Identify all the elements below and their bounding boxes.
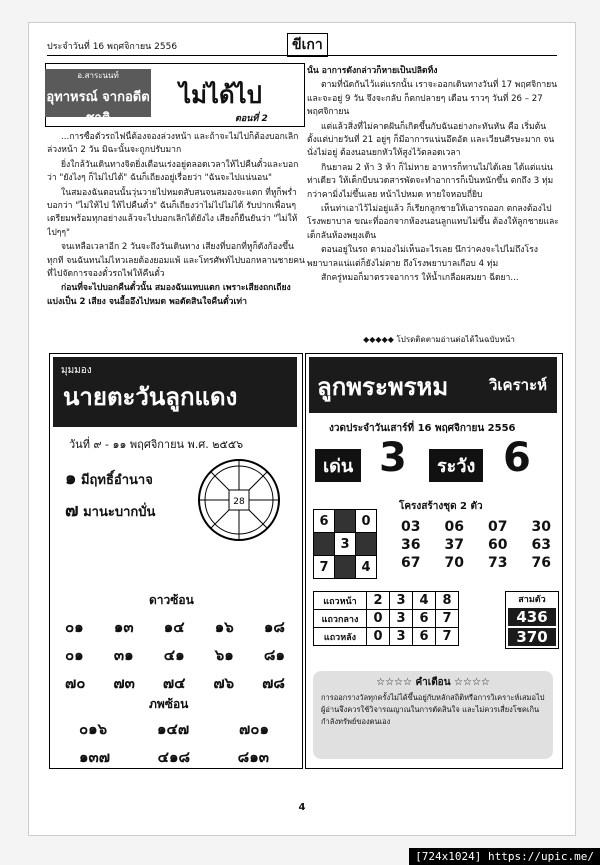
table-row: แถวหน้า 2 3 4 8	[314, 592, 459, 610]
paragraph: ในสมองฉันตอนนั้นวุ่นวายไปหมดสับสนจนสมองจะแตก ที่หูก็พร่ำบอกว่า "ไม่ให้ไป ให้ไปคืนตั๋ว" ฉันก็เถียงว่าไม่ไปไม่ได้ รับปากเพื่อนๆ เตรียมพร้อมทุกอย่างแล้วจะไปบอกเลิกได้ยังไง เสียงก็ยืนยันว่า "ไม่ให้ไปๆๆ"	[47, 187, 298, 238]
watermark: [724x1024] https://upic.me/	[409, 848, 600, 865]
paragraph: กินยาลม 2 ห้า 3 ห้า ก็ไม่หาย อาหารก็ทานไม่ได้เลย ได้แต่แน่นท่าเดียว ให้เด็กบีบนวดสารพัดจะทำอาการก็เป็นหนักขึ้น ตกถึง 3 ทุ่มกว่าคามิ่งไม่ขึ้นเลย หน้าไปหมด หายใจหอบถี่ยิบ	[307, 162, 554, 200]
right-article-body	[307, 65, 559, 330]
paragraph: เห็นท่าเอาไว้ไม่อยู่แล้ว ก็เรียกลูกชายให้เอารถออก ตกลงต้องไปโรงพยาบาล ขณะที่ออกจากห้องนอนลูกแทบไม่ขึ้น ต้องให้ลูกชายและเด็กลันห้องพยุงเดิน	[307, 204, 559, 241]
three-digit-box: สามตัว 436 370	[505, 591, 559, 649]
table-row: ๐๑ ๓๑ ๔๑ ๖๑ ๘๑	[65, 646, 285, 664]
table-row: ๐๑ ๑๓ ๑๔ ๑๖ ๑๘	[65, 618, 285, 636]
draw-date: งวดประจำวันเสาร์ที่ 16 พฤศจิกายน 2556	[329, 423, 516, 434]
banner-title: ลูกพระพรหม	[317, 373, 449, 401]
column-badge	[45, 69, 151, 126]
position-table	[313, 591, 459, 646]
paragraph: ก่อนที่จะไปบอกคืนตั๋วนั้น สมองฉันแทบแตก เพราะเสียงถกเถียงแบ่งเป็น 2 เสียง จนอื้ออึงไปหมด พอตัดสินใจคืนตั๋วเท่า	[47, 283, 291, 307]
section-title-1: ดาวซ้อน	[149, 593, 194, 607]
header-divider	[47, 55, 557, 56]
table-row: 03 06 07 30	[401, 519, 551, 535]
author-prefix: อ.สาระนนท์	[77, 71, 119, 80]
right-lotto-banner	[309, 357, 557, 413]
main-number-label: เด่น	[315, 449, 361, 482]
paragraph: นั้น อาการดังกล่าวก็หายเป็นปลิดทิ้ง	[307, 66, 438, 76]
table-row: แถวหลัง 0 3 6 7	[314, 628, 459, 646]
table-row: ๐๑๖ ๑๔๗ ๗๐๑	[79, 720, 269, 738]
prediction-1: ๑ มีฤทธิ์อำนาจ	[65, 468, 153, 489]
column-name: อุทาหรณ์ จากอดีตชาติ	[46, 90, 150, 126]
warning-title: ☆☆☆☆ คำเตือน ☆☆☆☆	[376, 677, 490, 688]
watch-number: 6	[503, 435, 531, 481]
diamond-decoration-icon: ◆◆◆◆◆	[363, 335, 397, 344]
paragraph: สักครู่หมอก็มาตรวจอาการ ให้น้ำเกลือผสมยา ฉีดยา...	[321, 273, 519, 284]
star-decoration-icon: ☆☆☆☆	[376, 677, 416, 688]
table-row: ๑๓๗ ๔๑๘ ๘๑๓	[79, 748, 269, 766]
number-grid: 6 0 3 7 4	[313, 509, 377, 579]
paragraph: แต่แล้วสิ่งที่ไม่คาดฝันก็เกิดขึ้นกับฉันอย่างกะทันหัน คือ เริ่มต้นตั้งแต่บ่ายวันที่ 21 อยู่ๆ ก็มีอาการแน่นอึดอัด และเวียนศีรษะมาก จนนั่งไม่อยู่ ต้องนอนยกหัวให้สูงไว้ตลอดเวลา	[307, 121, 555, 159]
paragraph: ตอนอยู่ในรถ ตามองไม่เห็นอะไรเลย นึกว่าคงจะไปไม่ถึงโรงพยาบาลแน่แต่ก็ยังไม่ตาย ถึงโรงพยาบาลเกือบ 4 ทุ่ม	[307, 245, 538, 269]
prediction-dates: วันที่ ๙ - ๑๑ พฤศจิกายน พ.ศ. ๒๕๕๖	[69, 438, 244, 451]
banner-small-label: มุมมอง	[61, 365, 92, 376]
banner-title: นายตะวันลูกแดง	[63, 383, 238, 411]
number-table-1	[65, 615, 285, 695]
page-header	[47, 33, 557, 53]
banner-subtitle: วิเคราะห์	[489, 376, 548, 394]
left-article-body	[47, 131, 305, 341]
paragraph: ตามที่นัดกันไว้แต่แรกนั้น เราจะออกเดินทางวันที่ 17 พฤศจิกายน และจะอยู่ 9 วัน จึงจะกลับ ก็ตกปลายๆ เดือน ราวๆ วันที่ 26 – 27 พฤศจิกายน	[307, 80, 558, 118]
newspaper-page	[28, 22, 576, 836]
table-row: 67 70 73 76	[401, 555, 551, 571]
continue-note: ◆◆◆◆◆ โปรดติดตามอ่านต่อได้ในฉบับหน้า	[363, 335, 515, 344]
section-title-2: ภพซ้อน	[149, 697, 189, 711]
astrology-chart-icon	[194, 455, 284, 545]
prediction-2: ๗ มานะบากบั่น	[65, 500, 156, 521]
paragraph: ...การซื้อตั๋วรถไฟนี้ต้องจองล่วงหน้า และถ้าจะไม่ไปก็ต้องบอกเลิกล่วงหน้า 2 วัน มิฉะนั้นจะถูกปรับมาก	[47, 132, 299, 156]
episode-label: ตอนที่ 2	[235, 114, 268, 124]
star-decoration-icon: ☆☆☆☆	[450, 677, 490, 688]
issue-date: ประจำวันที่ 16 พฤศจิกายน 2556	[47, 42, 178, 52]
warning-text: การออกรางวัลทุกครั้งไม่ได้ขึ้นอยู่กับหลักสถิติหรือการวิเคราะห์เสมอไป ผู้อ่านจึงควรใช้วิจารณญาณในการตัดสินใจ และไม่ควรเสี่ยงโชคเกินกำลังทรัพย์ของตนเอง	[321, 693, 545, 726]
warning-box	[313, 671, 553, 759]
number-table-2	[79, 717, 269, 769]
article-title: ไม่ได้ไป	[179, 81, 262, 109]
pairs-list	[401, 519, 551, 571]
table-row: ๗๐ ๗๓ ๗๔ ๗๖ ๗๘	[65, 674, 285, 692]
paragraph: จนเหลือเวลาอีก 2 วันจะถึงวันเดินทาง เสียงที่บอกที่หูก็ดังก้องขึ้นทุกที จนฉันทนไม่ไหวเลยต้องยอมแพ้ และโทรศัพท์ไปบอกหลานชายคนที่ไปจัดการจองตั๋วรถไฟให้คืนตั๋ว	[47, 242, 305, 280]
set-title: โครงสร้างชุด 2 ตัว	[399, 501, 483, 512]
chart-center: 28	[233, 497, 245, 507]
page-number: 4	[298, 802, 306, 813]
table-row: แถวกลาง 0 3 6 7	[314, 610, 459, 628]
paragraph: ยิ่งใกล้วันเดินทางจิตยิ่งเตือนเร่งอยู่ตลอดเวลาให้ไปคืนตั๋วและบอกว่า "ยังไงๆ ก็ไม่ไปได้" ฉันก็เถียงอยู่เรื่อยว่า "ฉันจะไปแน่นอน"	[47, 159, 299, 184]
main-number: 3	[379, 435, 407, 481]
watch-number-label: ระวัง	[429, 449, 483, 482]
left-lotto-banner	[53, 357, 297, 427]
publication-logo: ขีเกา	[287, 33, 328, 57]
table-row: 36 37 60 63	[401, 537, 551, 553]
